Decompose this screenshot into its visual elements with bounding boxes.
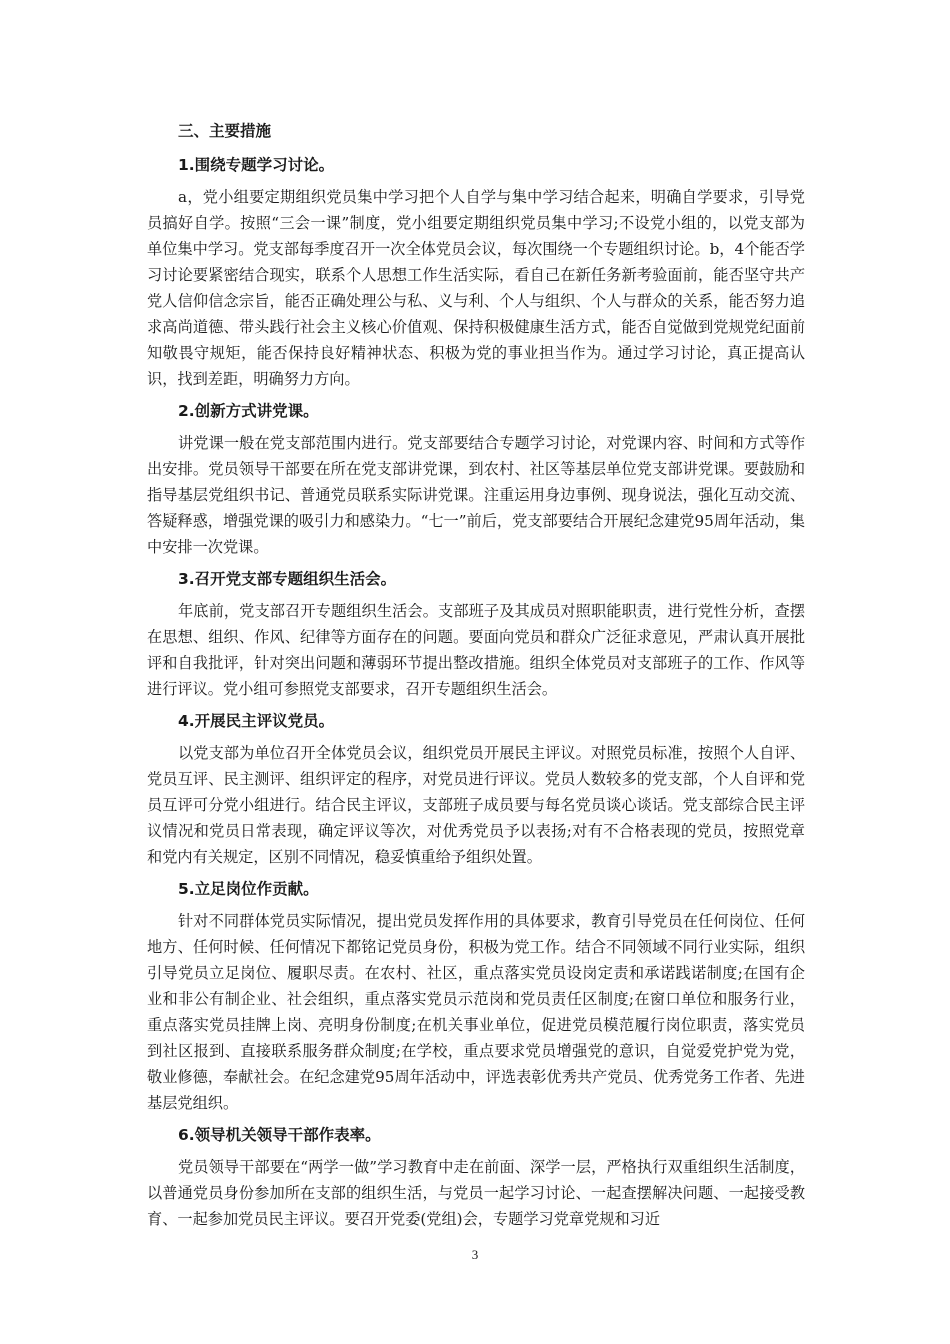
item-title: 2.创新方式讲党课。 bbox=[178, 402, 319, 420]
page-number: 3 bbox=[471, 1247, 479, 1262]
measure-item-4 bbox=[147, 708, 805, 870]
section-heading: 三、主要措施 bbox=[178, 122, 272, 140]
item-title: 3.召开党支部专题组织生活会。 bbox=[178, 570, 397, 588]
item-paragraph: 以党支部为单位召开全体党员会议，组织党员开展民主评议。对照党员标准，按照个人自评、党员互评、民主测评、组织评定的程序，对党员进行评议。党员人数较多的党支部，个人自评和党员互评可分党小组进行。结合民主评议，支部班子成员要与每名党员谈心谈话。党支部综合民主评议情况和党员日常表现，确定评议等次，对优秀党员予以表扬;对有不合格表现的党员，按照党章和党内有关规定，区别不同情况，稳妥慎重给予组织处置。 bbox=[147, 744, 805, 866]
measure-item-6 bbox=[147, 1122, 805, 1232]
item-paragraph: 党员领导干部要在“两学一做”学习教育中走在前面、深学一层，严格执行双重组织生活制度，以普通党员身份参加所在支部的组织生活，与党员一起学习讨论、一起查摆解决问题、一起接受教育、一起参加党员民主评议。要召开党委(党组)会，专题学习党章党规和习近 bbox=[147, 1158, 805, 1228]
measure-item-5 bbox=[147, 876, 805, 1116]
item-paragraph: 年底前，党支部召开专题组织生活会。支部班子及其成员对照职能职责，进行党性分析，查摆在思想、组织、作风、纪律等方面存在的问题。要面向党员和群众广泛征求意见，严肃认真开展批评和自我批评，针对突出问题和薄弱环节提出整改措施。组织全体党员对支部班子的工作、作风等进行评议。党小组可参照党支部要求，召开专题组织生活会。 bbox=[147, 602, 805, 698]
item-title: 1.围绕专题学习讨论。 bbox=[178, 156, 335, 174]
document-body bbox=[147, 118, 805, 1238]
measure-item-3 bbox=[147, 566, 805, 702]
measure-item-2 bbox=[147, 398, 805, 560]
item-title: 6.领导机关领导干部作表率。 bbox=[178, 1126, 381, 1144]
measure-item-1 bbox=[147, 152, 805, 392]
item-title: 5.立足岗位作贡献。 bbox=[178, 880, 319, 898]
item-paragraph: 针对不同群体党员实际情况，提出党员发挥作用的具体要求，教育引导党员在任何岗位、任何地方、任何时候、任何情况下都铭记党员身份，积极为党工作。结合不同领域不同行业实际，组织引导党员立足岗位、履职尽责。在农村、社区，重点落实党员设岗定责和承诺践诺制度;在国有企业和非公有制企业、社会组织，重点落实党员示范岗和党员责任区制度;在窗口单位和服务行业，重点落实党员挂牌上岗、亮明身份制度;在机关事业单位，促进党员模范履行岗位职责，落实党员到社区报到、直接联系服务群众制度;在学校，重点要求党员增强党的意识，自觉爱党护党为党，敬业修德，奉献社会。在纪念建党95周年活动中，评选表彰优秀共产党员、优秀党务工作者、先进基层党组织。 bbox=[147, 912, 805, 1112]
item-paragraph: a，党小组要定期组织党员集中学习把个人自学与集中学习结合起来，明确自学要求，引导党员搞好自学。按照“三会一课”制度，党小组要定期组织党员集中学习;不设党小组的，以党支部为单位集中学习。党支部每季度召开一次全体党员会议，每次围绕一个专题组织讨论。b，4个能否学习讨论要紧密结合现实，联系个人思想工作生活实际，看自己在新任务新考验面前，能否坚守共产党人信仰信念宗旨，能否正确处理公与私、义与利、个人与组织、个人与群众的关系，能否努力追求高尚道德、带头践行社会主义核心价值观、保持积极健康生活方式，能否自觉做到党规党纪面前知敬畏守规矩，能否保持良好精神状态、积极为党的事业担当作为。通过学习讨论，真正提高认识，找到差距，明确努力方向。 bbox=[147, 188, 805, 388]
item-title: 4.开展民主评议党员。 bbox=[178, 712, 335, 730]
item-paragraph: 讲党课一般在党支部范围内进行。党支部要结合专题学习讨论，对党课内容、时间和方式等作出安排。党员领导干部要在所在党支部讲党课，到农村、社区等基层单位党支部讲党课。要鼓励和指导基层党组织书记、普通党员联系实际讲党课。注重运用身边事例、现身说法，强化互动交流、答疑释惑，增强党课的吸引力和感染力。“七一”前后，党支部要结合开展纪念建党95周年活动，集中安排一次党课。 bbox=[147, 434, 805, 556]
